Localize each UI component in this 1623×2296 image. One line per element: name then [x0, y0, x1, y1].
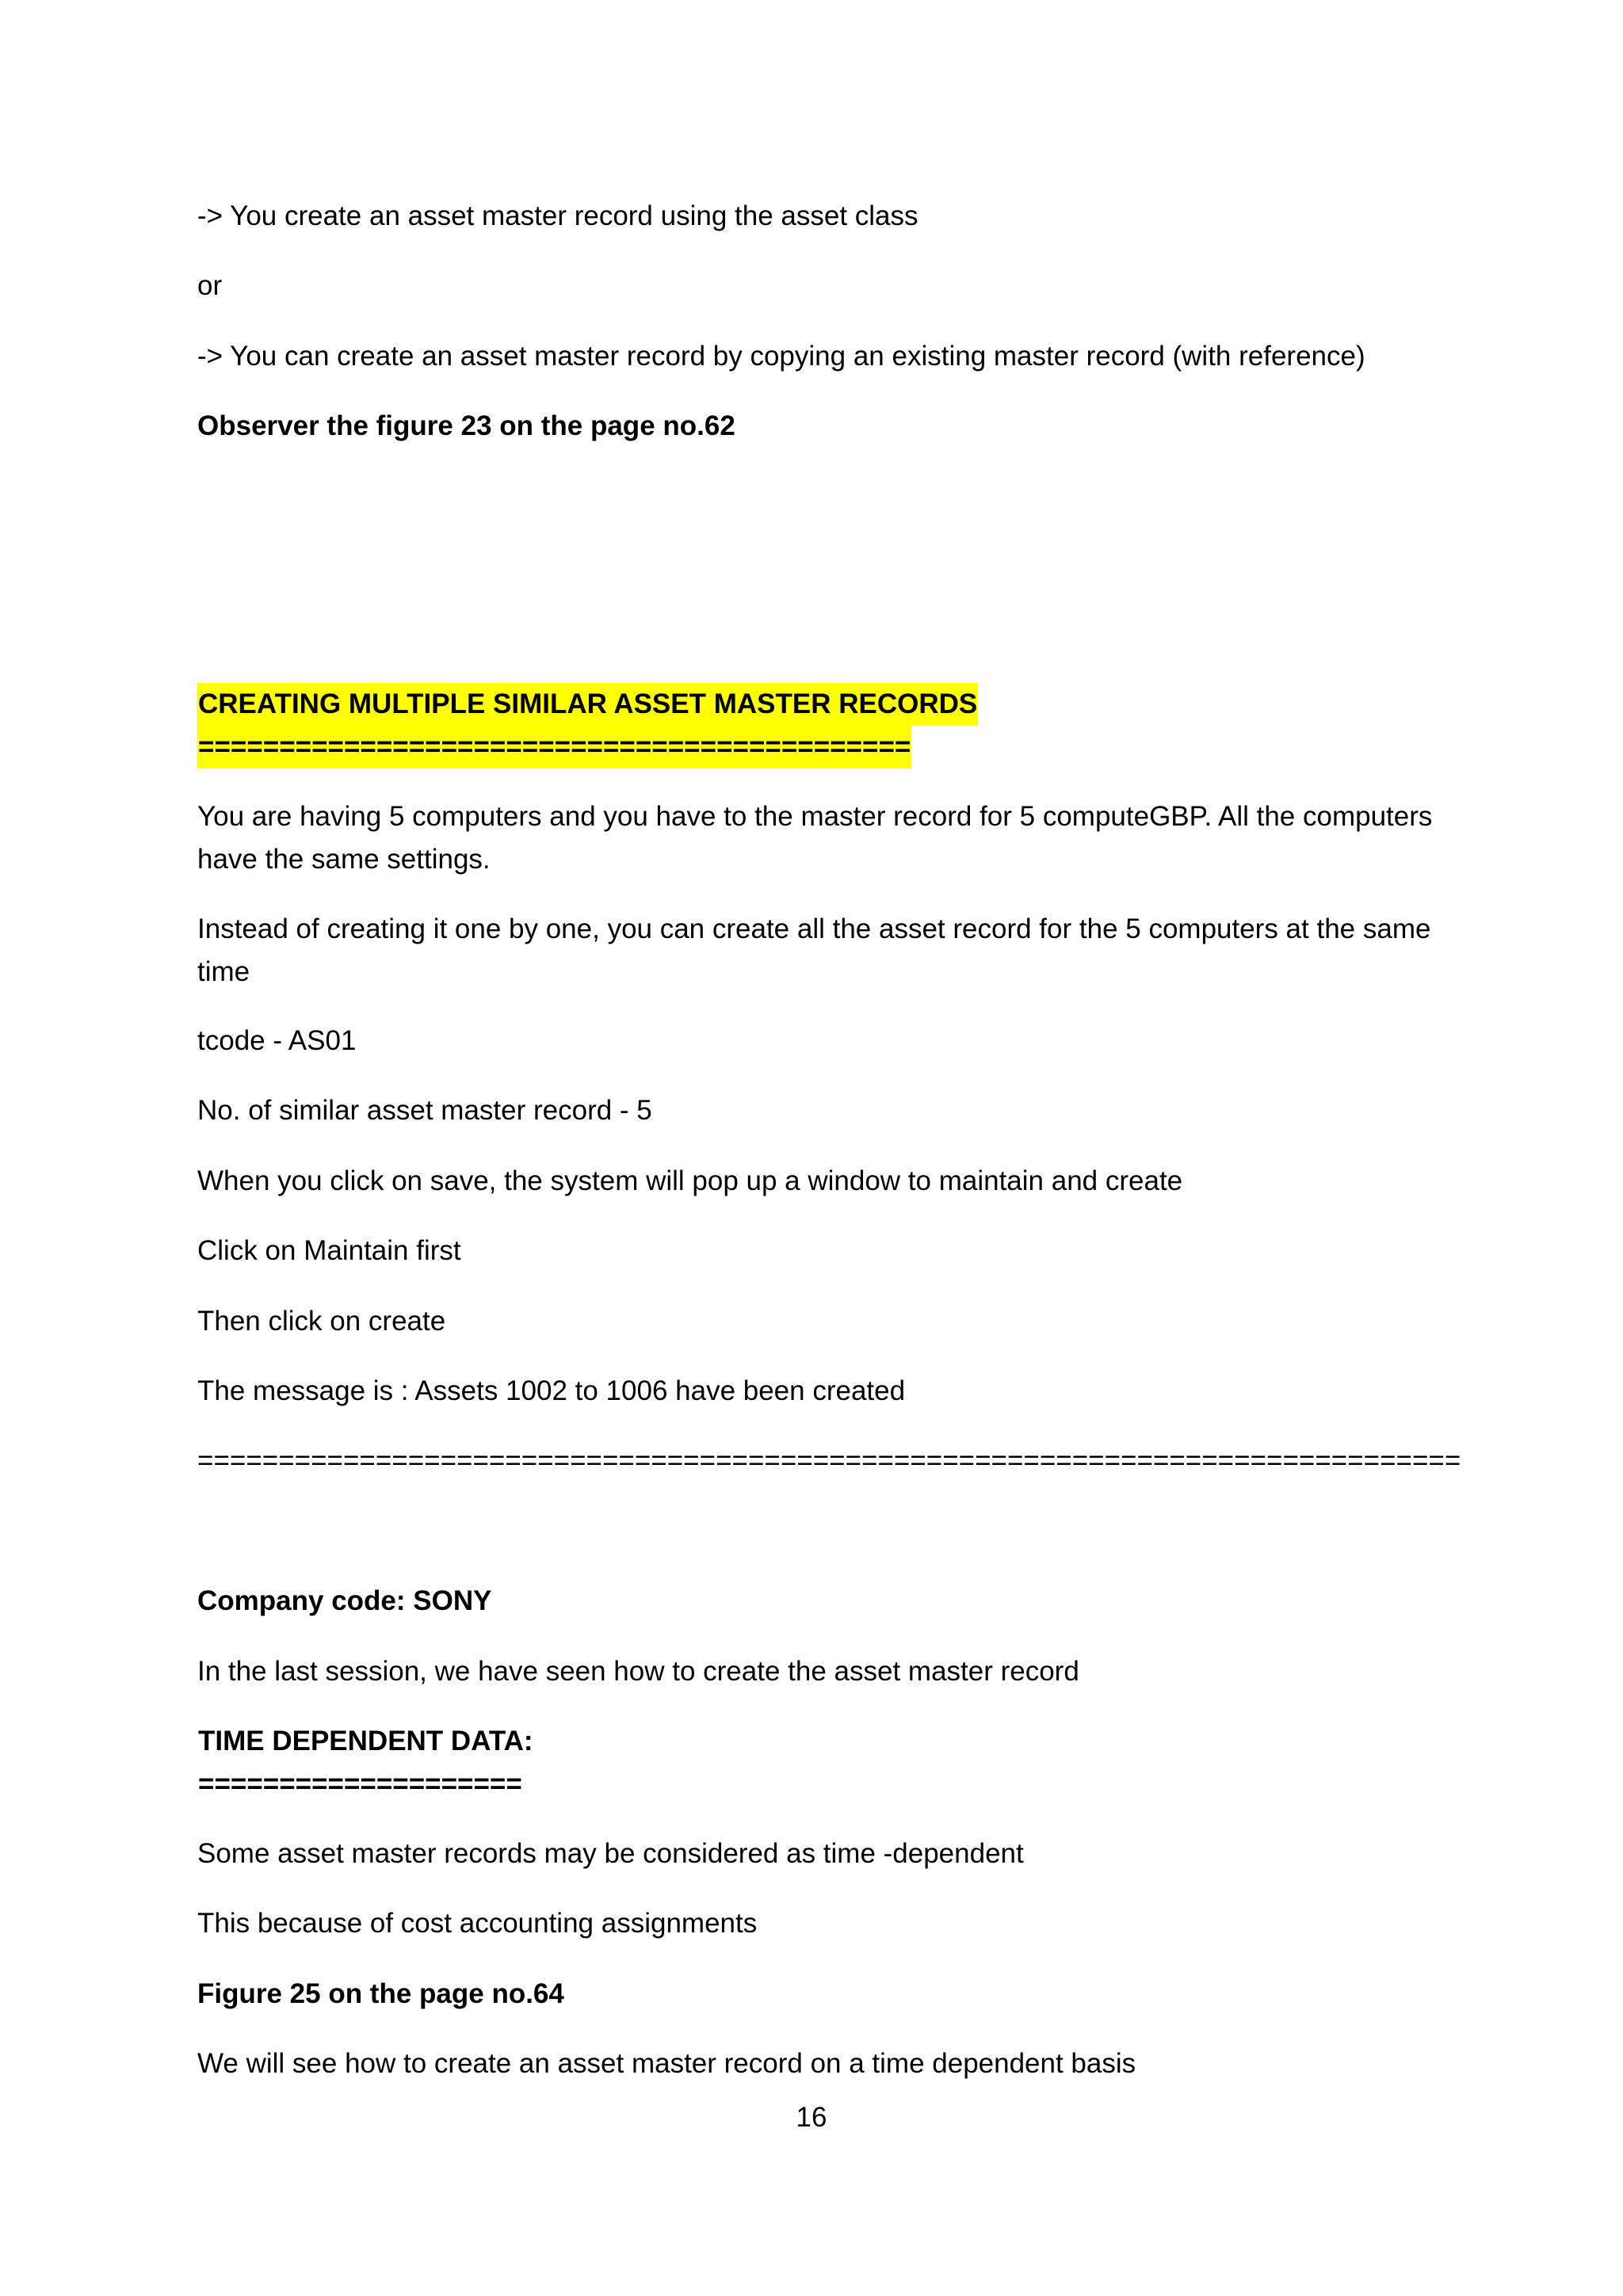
- paragraph-company-code: Company code: SONY: [197, 1585, 492, 1616]
- heading-multiple-assets-title: CREATING MULTIPLE SIMILAR ASSET MASTER RECORDS: [197, 683, 978, 726]
- heading-time-dependent-title: TIME DEPENDENT DATA:: [198, 1726, 533, 1756]
- separator-rule: ==============================================================================: [197, 1445, 1461, 1476]
- paragraph-figure-25: Figure 25 on the page no.64: [197, 1978, 564, 2009]
- page-number: 16: [796, 2102, 827, 2133]
- paragraph-or: or: [197, 270, 223, 301]
- paragraph-five-computers: You are having 5 computers and you have to the master record for 5 computeGBP. All the computers have the same settings.: [197, 801, 1433, 875]
- paragraph-copy-reference: -> You can create an asset master record by copying an existing master record (with reference): [197, 341, 1365, 372]
- heading-multiple-assets-rule: ============================================: [197, 726, 911, 769]
- paragraph-cost-accounting: This because of cost accounting assignments: [197, 1908, 758, 1939]
- section-heading-multiple-assets: [197, 683, 978, 769]
- paragraph-number-similar: No. of similar asset master record - 5: [197, 1095, 652, 1126]
- paragraph-time-dependent: Some asset master records may be considered as time -dependent: [197, 1838, 1024, 1869]
- paragraph-tcode: tcode - AS01: [197, 1025, 357, 1056]
- section-heading-time-dependent: [197, 1720, 534, 1806]
- paragraph-time-dependent-basis: We will see how to create an asset master record on a time dependent basis: [197, 2048, 1136, 2079]
- paragraph-click-create: Then click on create: [197, 1306, 446, 1337]
- paragraph-create-at-once: Instead of creating it one by one, you can create all the asset record for the 5 computers at the same time: [197, 913, 1431, 987]
- paragraph-click-maintain: Click on Maintain first: [197, 1235, 461, 1266]
- paragraph-message: The message is : Assets 1002 to 1006 have been created: [197, 1375, 906, 1406]
- paragraph-click-save: When you click on save, the system will pop up a window to maintain and create: [197, 1165, 1183, 1196]
- heading-time-dependent-rule: ====================: [198, 1768, 522, 1799]
- paragraph-asset-class: -> You create an asset master record using the asset class: [197, 200, 918, 231]
- paragraph-last-session: In the last session, we have seen how to create the asset master record: [197, 1656, 1079, 1687]
- paragraph-observe-figure-23: Observer the figure 23 on the page no.62: [197, 410, 735, 441]
